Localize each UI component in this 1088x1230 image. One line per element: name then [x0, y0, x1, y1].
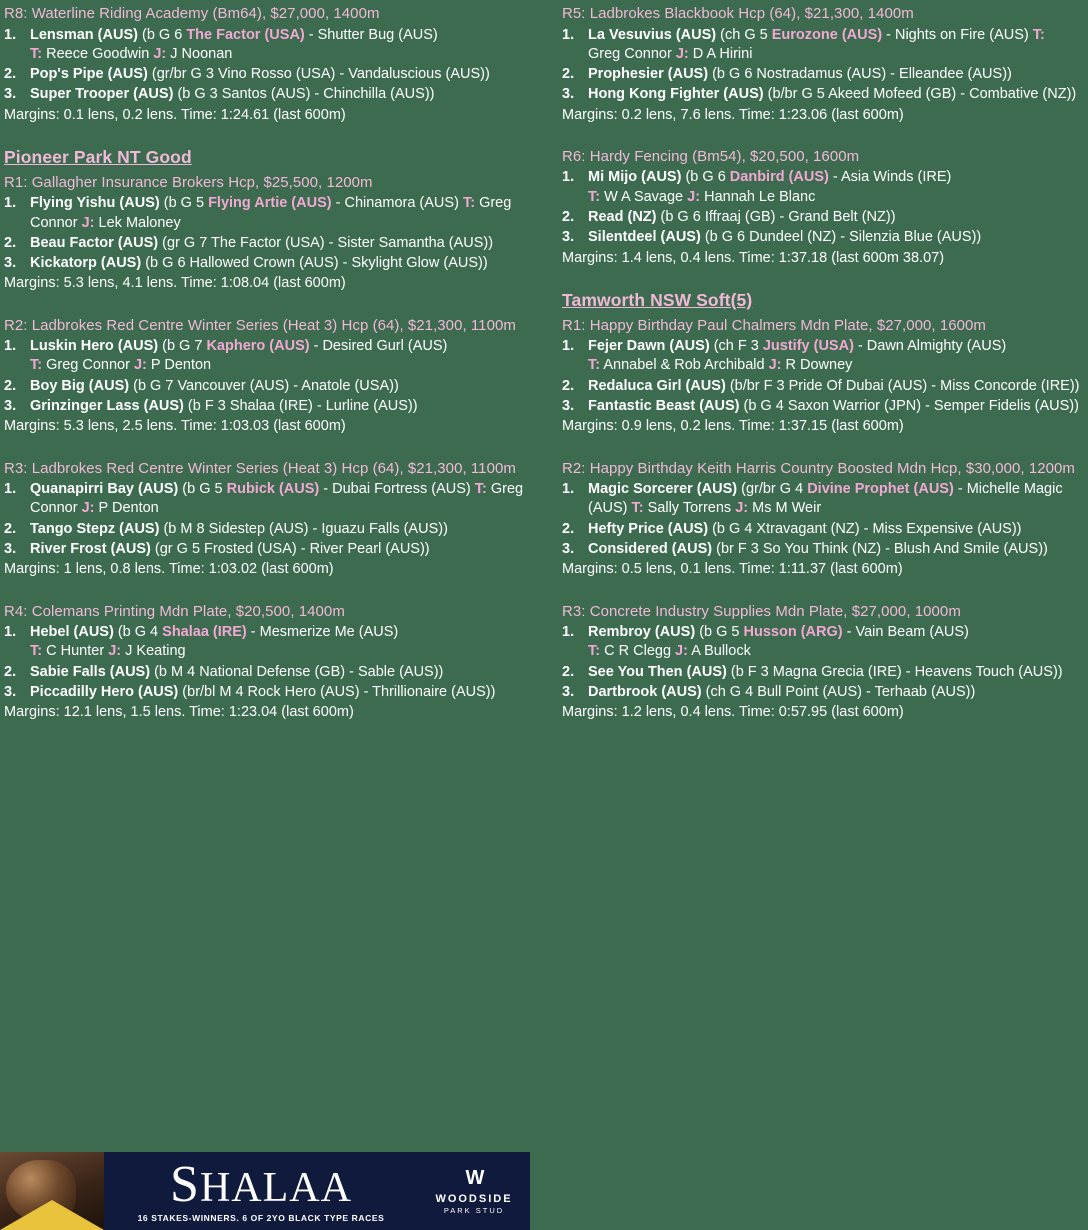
list-item: [4, 683, 536, 702]
trainer-label: T:: [1032, 26, 1045, 43]
sponsor-name: WOODSIDE: [435, 1192, 513, 1205]
runner-number: 1.: [4, 338, 17, 355]
race-heading: R1: Happy Birthday Paul Chalmers Mdn Plate, $27,000, 1600m: [562, 316, 986, 334]
breeding-text: (br/bl M 4 Rock Hero (AUS) - Thrillionaire (AUS)): [182, 683, 496, 700]
list-item: [4, 377, 536, 396]
horse-name: Tango Stepz (AUS): [30, 520, 160, 537]
runner-number: 2.: [4, 663, 17, 680]
breeding-text-tail: - Vain Beam (AUS): [842, 624, 969, 640]
horse-name: Flying Yishu (AUS): [30, 195, 160, 212]
race-block: [4, 602, 536, 723]
horse-name: Lensman (AUS): [30, 26, 138, 43]
horse-name: Luskin Hero (AUS): [30, 338, 159, 355]
race-heading: R8: Waterline Riding Academy (Bm64), $27,000, 1400m: [4, 5, 380, 22]
race-heading: R4: Colemans Printing Mdn Plate, $20,500, 1400m: [4, 602, 345, 620]
runner-details: [30, 234, 536, 253]
sire-name: Danbird (AUS): [729, 169, 829, 186]
jockey-label: J:: [81, 214, 95, 231]
list-item: [4, 194, 536, 233]
sponsor-subname: PARK STUD: [443, 1205, 505, 1215]
venue-heading[interactable]: Pioneer Park NT Good: [4, 146, 192, 167]
horse-name: Hong Kong Fighter (AUS): [588, 86, 764, 103]
race-block: [562, 147, 1080, 268]
race-block: [4, 4, 536, 125]
race-heading: R1: Gallagher Insurance Brokers Hcp, $25,500, 1200m: [4, 173, 373, 191]
breeding-text: (b G 6: [685, 169, 730, 186]
list-item: [4, 623, 536, 662]
breeding-text: (ch G 5: [720, 26, 772, 43]
horse-name: Magic Sorcerer (AUS): [588, 481, 738, 498]
runner-number: 3.: [4, 540, 17, 557]
horse-name: See You Then (AUS): [588, 663, 727, 680]
horse-name: Fantastic Beast (AUS): [588, 398, 740, 415]
trainer-name: C R Clegg: [604, 643, 672, 660]
breeding-text: (b M 4 National Defense (GB) - Sable (AUS)): [154, 663, 444, 680]
list-item: [562, 683, 1080, 702]
horse-name: Quanapirri Bay (AUS): [30, 481, 179, 498]
connections: [632, 500, 822, 516]
ad-brand-initial: S: [170, 1156, 200, 1213]
list-item: [562, 520, 1080, 539]
race-margins: Margins: 12.1 lens, 1.5 lens. Time: 1:23.04 (last 600m): [4, 704, 354, 721]
sire-name: Shalaa (IRE): [162, 624, 247, 640]
runner-details: [588, 228, 1080, 247]
list-item: [562, 377, 1080, 396]
runner-number: 3.: [4, 255, 17, 272]
breeding-text: (b/br F 3 Pride Of Dubai (AUS) - Miss Concorde (IRE)): [729, 377, 1080, 394]
breeding-text: (b G 4 Saxon Warrior (JPN) - Semper Fidelis (AUS)): [743, 398, 1079, 415]
race-margins: Margins: 0.9 lens, 0.2 lens. Time: 1:37.15 (last 600m): [562, 418, 904, 435]
jockey-name: J Noonan: [170, 45, 233, 62]
horse-name: Kickatorp (AUS): [30, 255, 142, 272]
runner-details: [588, 663, 1080, 682]
race-heading: R2: Happy Birthday Keith Harris Country Boosted Mdn Hcp, $30,000, 1200m: [562, 459, 1075, 477]
trainer-label: T:: [30, 643, 43, 660]
list-item: [4, 540, 536, 559]
jockey-name: P Denton: [98, 500, 159, 517]
right-column: [544, 4, 1088, 1230]
section-spacer: [562, 580, 1080, 602]
breeding-text-tail: - Shutter Bug (AUS): [304, 26, 438, 43]
trainer-label: T:: [474, 481, 487, 498]
list-item: [562, 397, 1080, 416]
horse-name: Silentdeel (AUS): [588, 229, 701, 246]
runner-details: [30, 337, 536, 376]
jockey-name: Ms M Weir: [752, 500, 822, 517]
connections: [30, 642, 536, 661]
breeding-text: (gr/br G 3 Vino Rosso (USA) - Vandaluscious (AUS)): [151, 66, 490, 83]
jockey-name: Lek Maloney: [98, 214, 181, 231]
list-item: [4, 234, 536, 253]
breeding-text: (b G 6: [142, 26, 187, 43]
list-item: [562, 228, 1080, 247]
list-item: [562, 208, 1080, 227]
list-item: [562, 26, 1080, 65]
runner-number: 3.: [562, 398, 575, 415]
jockey-name: J Keating: [125, 643, 186, 660]
sponsor-mark-icon: W: [465, 1166, 483, 1189]
runner-number: 1.: [4, 481, 17, 498]
jockey-label: J:: [735, 500, 749, 517]
left-column: [0, 4, 544, 1230]
race-margins: Margins: 0.5 lens, 0.1 lens. Time: 1:11.37 (last 600m): [562, 561, 903, 578]
list-item: [4, 65, 536, 84]
list-item: [4, 663, 536, 682]
horse-name: Rembroy (AUS): [588, 624, 696, 640]
ad-brand-name: [170, 1156, 352, 1213]
trainer-name: W A Savage: [604, 188, 684, 205]
runner-number: 1.: [4, 26, 17, 43]
trainer-name: Annabel & Rob Archibald: [603, 357, 769, 374]
breeding-text: (b/br G 5 Akeed Mofeed (GB) - Combative (NZ)): [767, 86, 1077, 103]
breeding-text: (b G 7: [162, 338, 207, 355]
list-item: [4, 520, 536, 539]
trainer-label: T:: [30, 45, 43, 62]
breeding-text: (ch G 4 Bull Point (AUS) - Terhaab (AUS)): [705, 683, 976, 700]
section-spacer: [4, 437, 536, 459]
runner-details: [588, 397, 1080, 416]
runner-details: [588, 377, 1080, 396]
breeding-text: (b G 4: [117, 624, 163, 640]
breeding-text: (b F 3 Magna Grecia (IRE) - Heavens Touch (AUS)): [730, 663, 1063, 680]
runner-number: 2.: [562, 208, 575, 225]
horse-name: Fejer Dawn (AUS): [588, 338, 710, 355]
horse-name: River Frost (AUS): [30, 540, 151, 557]
race-heading: R3: Ladbrokes Red Centre Winter Series (Heat 3) Hcp (64), $21,300, 1100m: [4, 459, 516, 477]
race-block: [562, 459, 1080, 580]
runner-number: 1.: [4, 624, 17, 640]
sire-name: Flying Artie (AUS): [208, 195, 332, 212]
runner-details: [30, 377, 536, 396]
horse-photo: [0, 1152, 104, 1230]
breeding-text: (b G 6 Hallowed Crown (AUS) - Skylight Glow (AUS)): [145, 255, 488, 272]
runner-number: 2.: [562, 66, 575, 83]
horse-name: Super Trooper (AUS): [30, 86, 174, 103]
runner-details: [30, 623, 536, 662]
list-item: [562, 663, 1080, 682]
section-spacer: [4, 294, 536, 316]
jockey-label: J:: [81, 500, 95, 517]
runner-details: [588, 683, 1080, 702]
jockey-label: J:: [108, 643, 122, 660]
breeding-text-tail: - Nights on Fire (AUS): [882, 26, 1033, 43]
horse-name: Sabie Falls (AUS): [30, 663, 151, 680]
jockey-name: P Denton: [150, 357, 212, 374]
list-item: [562, 65, 1080, 84]
sire-name: Eurozone (AUS): [771, 26, 883, 43]
trainer-label: T:: [30, 357, 43, 374]
horse-name: Pop's Pipe (AUS): [30, 66, 148, 83]
list-item: [562, 85, 1080, 104]
list-item: [4, 480, 536, 519]
runner-details: [30, 194, 536, 233]
breeding-text: (gr G 7 The Factor (USA) - Sister Samantha (AUS)): [162, 234, 494, 251]
list-item: [4, 85, 536, 104]
runner-number: 1.: [562, 338, 575, 355]
jockey-label: J:: [153, 45, 167, 62]
runner-details: [30, 26, 536, 65]
race-margins: Margins: 1.2 lens, 0.4 lens. Time: 0:57.95 (last 600m): [562, 704, 904, 721]
runner-number: 2.: [562, 377, 575, 394]
race-margins: Margins: 5.3 lens, 2.5 lens. Time: 1:03.03 (last 600m): [4, 418, 346, 435]
jockey-label: J:: [687, 188, 701, 205]
race-heading: R3: Concrete Industry Supplies Mdn Plate, $27,000, 1000m: [562, 602, 961, 620]
trainer-label: T:: [588, 643, 601, 660]
trainer-label: T:: [631, 500, 644, 517]
section-spacer: [562, 125, 1080, 147]
list-item: [4, 337, 536, 376]
runner-details: [30, 254, 536, 273]
runner-number: 3.: [562, 540, 575, 557]
breeding-text-tail: - Asia Winds (IRE): [828, 169, 952, 186]
trainer-label: T:: [588, 357, 601, 374]
runner-details: [588, 480, 1080, 519]
race-heading: R2: Ladbrokes Red Centre Winter Series (Heat 3) Hcp (64), $21,300, 1100m: [4, 316, 516, 334]
jockey-name: R Downey: [785, 357, 853, 374]
list-item: [4, 254, 536, 273]
breeding-text: (b G 4 Xtravagant (NZ) - Miss Expensive (AUS)): [712, 520, 1022, 537]
runner-details: [30, 85, 536, 104]
connections: [588, 356, 1080, 375]
runner-number: 1.: [562, 624, 575, 640]
sire-name: Kaphero (AUS): [206, 338, 310, 355]
breeding-text: (b G 6 Nostradamus (AUS) - Elleandee (AUS)): [712, 66, 1012, 83]
breeding-text: (gr/br G 4: [741, 481, 808, 498]
list-item: [562, 623, 1080, 662]
horse-name: Beau Factor (AUS): [30, 234, 159, 251]
venue-heading[interactable]: Tamworth NSW Soft(5): [562, 289, 753, 310]
runner-details: [588, 520, 1080, 539]
breeding-text: (b G 6 Iffraaj (GB) - Grand Belt (NZ)): [660, 208, 896, 225]
runner-number: 1.: [562, 169, 575, 186]
list-item: [562, 168, 1080, 207]
runner-number: 3.: [562, 683, 575, 700]
breeding-text: (gr G 5 Frosted (USA) - River Pearl (AUS)): [154, 540, 430, 557]
sire-name: The Factor (USA): [186, 26, 305, 43]
sire-name: Divine Prophet (AUS): [807, 481, 954, 498]
ad-tagline: 16 STAKES-WINNERS. 6 OF 2YO BLACK TYPE RACES: [137, 1213, 385, 1223]
ad-brand-rest: HALAA: [199, 1165, 352, 1211]
horse-name: Dartbrook (AUS): [588, 683, 702, 700]
jockey-label: J:: [675, 45, 689, 62]
runner-number: 2.: [562, 663, 575, 680]
breeding-text: (ch F 3: [713, 338, 763, 355]
trainer-name: Greg Connor: [30, 195, 512, 231]
breeding-text-tail: - Dawn Almighty (AUS): [853, 338, 1007, 355]
runner-number: 3.: [4, 398, 17, 415]
runner-details: [588, 337, 1080, 376]
runner-number: 2.: [4, 520, 17, 537]
breeding-text: (b M 8 Sidestep (AUS) - Iguazu Falls (AUS)): [163, 520, 448, 537]
runner-details: [30, 480, 536, 519]
runner-details: [588, 65, 1080, 84]
trainer-name: Reece Goodwin: [46, 45, 150, 62]
list-item: [562, 540, 1080, 559]
runner-details: [588, 540, 1080, 559]
race-block: [4, 173, 536, 294]
connections: [588, 188, 1080, 207]
runner-number: 2.: [4, 377, 17, 394]
breeding-text-tail: - Desired Gurl (AUS): [309, 338, 448, 355]
advertisement-banner[interactable]: [0, 1152, 530, 1230]
trainer-name: C Hunter: [46, 643, 105, 660]
race-block: [4, 459, 536, 580]
breeding-text-tail: - Michelle Magic (AUS): [588, 481, 1063, 517]
trainer-label: T:: [462, 195, 476, 212]
race-block: [562, 316, 1080, 437]
breeding-text: (b G 5: [182, 481, 227, 498]
race-block: [562, 602, 1080, 723]
runner-details: [30, 663, 536, 682]
sire-name: Justify (USA): [762, 338, 854, 355]
horse-name: Hefty Price (AUS): [588, 520, 709, 537]
race-block: [562, 4, 1080, 125]
horse-name: Considered (AUS): [588, 540, 713, 557]
horse-name: Read (NZ): [588, 208, 657, 225]
horse-name: Piccadilly Hero (AUS): [30, 683, 179, 700]
runner-number: 3.: [562, 229, 575, 246]
runner-details: [30, 520, 536, 539]
trainer-label: T:: [588, 188, 601, 205]
section-spacer: [4, 125, 536, 147]
breeding-text: (b G 5: [163, 195, 209, 212]
breeding-text: (b G 6 Dundeel (NZ) - Silenzia Blue (AUS)): [704, 229, 982, 246]
race-heading: R5: Ladbrokes Blackbook Hcp (64), $21,300, 1400m: [562, 5, 914, 22]
runner-number: 1.: [4, 195, 17, 212]
horse-name: Grinzinger Lass (AUS): [30, 398, 184, 415]
runner-number: 2.: [4, 234, 17, 251]
horse-name: Redaluca Girl (AUS): [588, 377, 726, 394]
jockey-label: J:: [768, 357, 782, 374]
race-margins: Margins: 0.2 lens, 7.6 lens. Time: 1:23.06 (last 600m): [562, 106, 904, 123]
ad-brand: [104, 1152, 418, 1230]
race-margins: Margins: 0.1 lens, 0.2 lens. Time: 1:24.61 (last 600m): [4, 106, 346, 123]
runner-details: [588, 208, 1080, 227]
breeding-text: (b G 3 Santos (AUS) - Chinchilla (AUS)): [177, 86, 435, 103]
section-spacer: [4, 580, 536, 602]
race-margins: Margins: 1 lens, 0.8 lens. Time: 1:03.02 (last 600m): [4, 561, 334, 578]
trainer-name: Greg Connor: [30, 481, 524, 517]
breeding-text-tail: - Mesmerize Me (AUS): [246, 624, 399, 640]
runner-details: [30, 540, 536, 559]
list-item: [4, 397, 536, 416]
runner-details: [588, 168, 1080, 207]
jockey-name: Hannah Le Blanc: [704, 188, 816, 205]
runner-details: [588, 26, 1080, 65]
breeding-text: (b G 7 Vancouver (AUS) - Anatole (USA)): [133, 377, 399, 394]
jockey-label: J:: [133, 357, 147, 374]
sponsor-logo: [418, 1152, 530, 1230]
horse-name: Mi Mijo (AUS): [588, 169, 682, 186]
section-spacer: [562, 437, 1080, 459]
connections: [588, 642, 1080, 661]
trainer-name: Sally Torrens: [647, 500, 732, 517]
list-item: [562, 480, 1080, 519]
runner-number: 1.: [562, 26, 575, 43]
runner-details: [588, 623, 1080, 662]
horse-name: Prophesier (AUS): [588, 66, 709, 83]
breeding-text: (b F 3 Shalaa (IRE) - Lurline (AUS)): [187, 398, 418, 415]
runner-number: 2.: [4, 66, 17, 83]
race-margins: Margins: 5.3 lens, 4.1 lens. Time: 1:08.04 (last 600m): [4, 275, 346, 292]
race-margins: Margins: 1.4 lens, 0.4 lens. Time: 1:37.18 (last 600m 38.07): [562, 249, 945, 266]
horse-name: Hebel (AUS): [30, 624, 114, 640]
trainer-name: Greg Connor: [588, 45, 672, 62]
runner-number: 2.: [562, 520, 575, 537]
breeding-text: (b G 5: [699, 624, 744, 640]
horse-name: Boy Big (AUS): [30, 377, 130, 394]
runner-details: [588, 85, 1080, 104]
jockey-name: A Bullock: [691, 643, 751, 660]
runner-details: [30, 397, 536, 416]
breeding-text: (br F 3 So You Think (NZ) - Blush And Smile (AUS)): [716, 540, 1048, 557]
runner-number: 3.: [4, 683, 17, 700]
runner-details: [30, 683, 536, 702]
jockey-name: D A Hirini: [692, 45, 753, 62]
jockey-label: J:: [675, 643, 688, 660]
connections: [30, 45, 536, 64]
breeding-text-tail: - Chinamora (AUS): [331, 195, 463, 212]
section-spacer: [562, 268, 1080, 290]
race-block: [4, 316, 536, 437]
runner-number: 3.: [4, 86, 17, 103]
runner-number: 3.: [562, 86, 575, 103]
list-item: [562, 337, 1080, 376]
breeding-text-tail: - Dubai Fortress (AUS): [319, 481, 475, 498]
runner-number: 1.: [562, 481, 575, 498]
sire-name: Husson (ARG): [743, 624, 843, 640]
connections: [30, 356, 536, 375]
horse-name: La Vesuvius (AUS): [588, 26, 717, 43]
list-item: [4, 26, 536, 65]
sire-name: Rubick (AUS): [226, 481, 320, 498]
runner-details: [30, 65, 536, 84]
trainer-name: Greg Connor: [46, 357, 130, 374]
race-heading: R6: Hardy Fencing (Bm54), $20,500, 1600m: [562, 147, 860, 165]
